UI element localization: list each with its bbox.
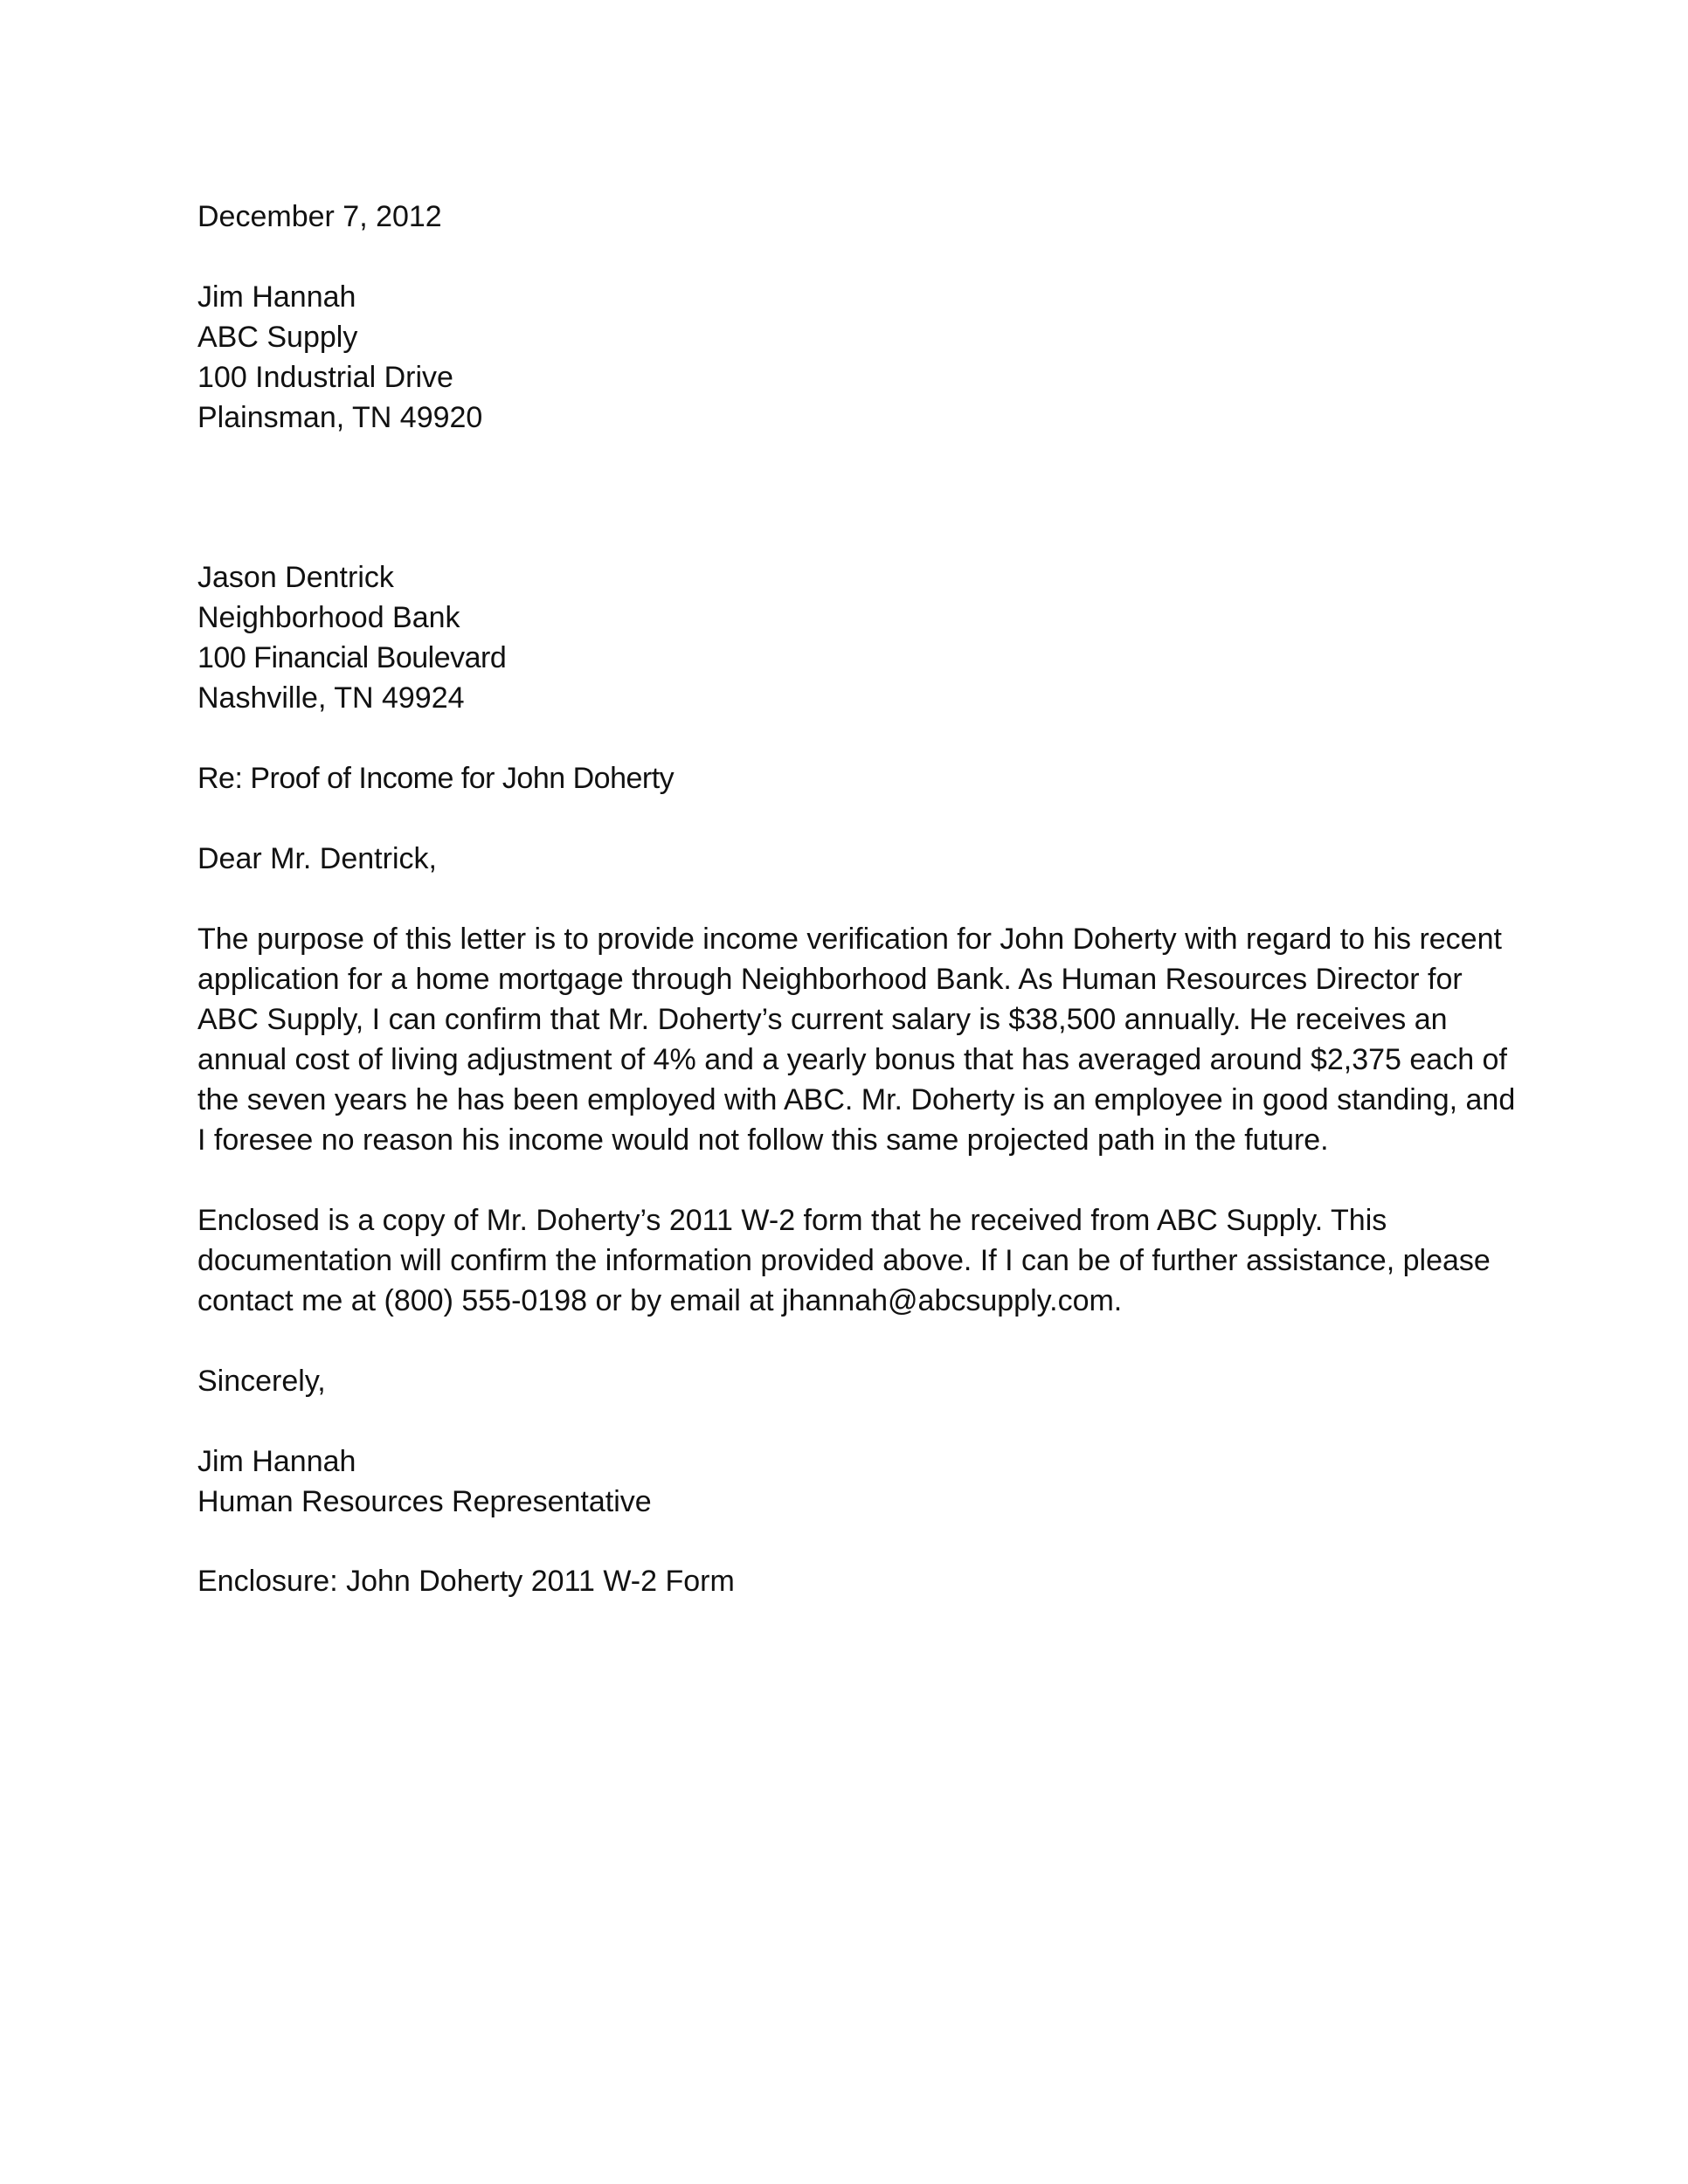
sender-name: Jim Hannah <box>197 280 356 314</box>
sender-street: 100 Industrial Drive <box>197 361 453 394</box>
closing <box>197 1361 1517 1401</box>
recipient-city-state-zip: Nashville, TN 49924 <box>197 681 465 715</box>
body-paragraph-1: The purpose of this letter is to provide income verification for John Doherty with regard to his recent application for a home mortgage through Neighborhood Bank. As Human Resources Director for ABC Supply, I can confirm that Mr. Doherty’s current salary is $38,500 annually. He receives an annual cost of living adjustment of 4% and a yearly bonus that has averaged around $2,375 each of the seven years he has been employed with ABC. Mr. Doherty is an employee in good standing, and I foresee no reason his income would not follow this same projected path in the future. <box>197 923 1516 1157</box>
recipient-street: 100 Financial Boulevard <box>197 641 507 674</box>
salutation <box>197 839 1517 879</box>
salutation-text: Dear Mr. Dentrick, <box>197 842 437 875</box>
closing-text: Sincerely, <box>197 1365 326 1398</box>
sender-company: ABC Supply <box>197 321 358 354</box>
signature-name: Jim Hannah <box>197 1445 356 1478</box>
signature <box>197 1441 1517 1522</box>
recipient-address <box>197 557 1517 718</box>
body-paragraph-2: Enclosed is a copy of Mr. Doherty’s 2011 W-2 form that he received from ABC Supply. This documentation will confirm the information provided above. If I can be of further assistance, please contact me at (800) 555-0198 or by email at jhannah@abcsupply.com. <box>197 1204 1491 1317</box>
date-text: December 7, 2012 <box>197 200 442 233</box>
subject-line <box>197 758 1517 798</box>
enclosure-text: Enclosure: John Doherty 2011 W-2 Form <box>197 1565 735 1598</box>
enclosure-note <box>197 1561 1517 1601</box>
sender-address <box>197 277 1517 438</box>
subject-text: Re: Proof of Income for John Doherty <box>197 762 675 795</box>
recipient-name: Jason Dentrick <box>197 561 394 594</box>
letter-date <box>197 197 1517 237</box>
signature-title: Human Resources Representative <box>197 1485 652 1518</box>
recipient-company: Neighborhood Bank <box>197 601 460 634</box>
sender-city-state-zip: Plainsman, TN 49920 <box>197 401 483 434</box>
